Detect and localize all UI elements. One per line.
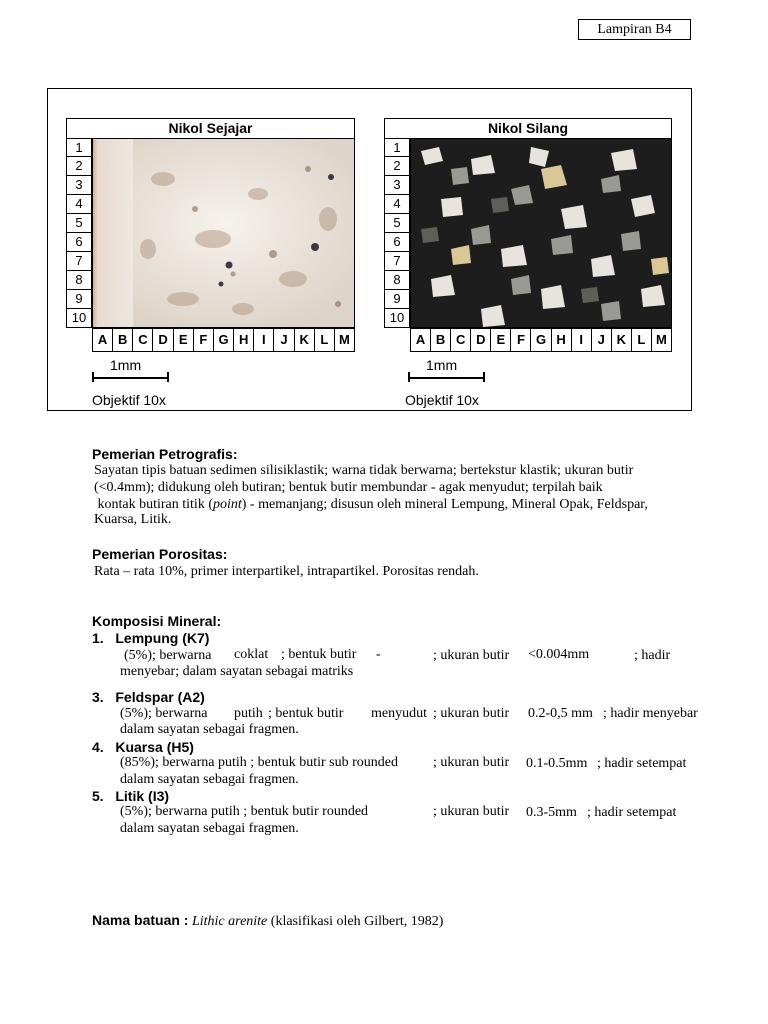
row-label: 8 (66, 271, 92, 290)
mineral-3-line2: dalam sayatan sebagai fragmen. (120, 722, 299, 737)
mineral-name: Kuarsa (H5) (115, 739, 194, 755)
mineral-number: 4. (92, 739, 104, 755)
micrograph-xpl-image (411, 139, 672, 328)
mineral-5-d: ; hadir setempat (587, 805, 677, 820)
col-label: I (572, 328, 592, 352)
row-label: 5 (66, 214, 92, 233)
row-label: 3 (384, 176, 410, 195)
petrography-heading: Pemerian Petrografis: (92, 446, 238, 462)
mineral-5-name (92, 788, 169, 804)
petrography-line-2: (<0.4mm); didukung oleh butiran; bentuk butir membundar - agak menyudut; terpilah baik (94, 480, 603, 495)
mineral-1-b: ; bentuk butir (281, 647, 357, 662)
micrograph-xpl (410, 138, 672, 328)
rock-name-label: Nama batuan : (92, 912, 189, 928)
mineral-1-shape: - (376, 647, 381, 662)
row-label: 2 (384, 157, 410, 176)
petrography-line-3 (94, 497, 648, 513)
mineral-4-name (92, 739, 194, 755)
mineral-1-a: (5%); berwarna (124, 648, 212, 663)
porosity-text: Rata – rata 10%, primer interpartikel, intrapartikel. Porositas rendah. (94, 564, 479, 579)
mineral-4-a: (85%); berwarna putih ; bentuk butir sub rounded (120, 755, 398, 770)
col-labels-left (92, 328, 355, 352)
mineral-number: 5. (92, 788, 104, 804)
appendix-label: Lampiran B4 (578, 19, 691, 40)
mineral-number: 3. (92, 689, 104, 705)
col-label: L (632, 328, 652, 352)
micrograph-ppl-image (93, 139, 355, 328)
mineral-3-color: putih (234, 706, 263, 721)
col-label: D (471, 328, 491, 352)
mineral-3-d: ; hadir menyebar (603, 706, 698, 721)
col-label: F (194, 328, 214, 352)
mineral-name: Lempung (K7) (115, 630, 210, 646)
mineral-5-a: (5%); berwarna putih ; bentuk butir rounded (120, 804, 369, 819)
petrography-line-3c: ) - memanjang; disusun oleh mineral Lempung, Mineral Opak, Feldspar, (241, 497, 648, 512)
col-label: M (652, 328, 672, 352)
micrograph-ppl (92, 138, 355, 328)
mineral-4-line2: dalam sayatan sebagai fragmen. (120, 772, 299, 787)
col-label: C (133, 328, 153, 352)
petrography-line-3a: kontak butiran titik ( (94, 497, 213, 512)
col-label: E (491, 328, 511, 352)
petrography-point-term: point (212, 497, 242, 512)
col-label: I (254, 328, 274, 352)
col-label: K (612, 328, 632, 352)
row-label: 6 (384, 233, 410, 252)
petrography-line-1: Sayatan tipis batuan sedimen silisiklastik; warna tidak berwarna; bertekstur klastik; ukuran butir (94, 463, 634, 478)
col-label: J (592, 328, 612, 352)
row-label: 6 (66, 233, 92, 252)
panel-nikol-silang (384, 118, 672, 354)
mineral-5-c: ; ukuran butir (433, 804, 510, 819)
composition-heading: Komposisi Mineral: (92, 613, 222, 629)
mineral-3-b: ; bentuk butir (268, 706, 344, 721)
row-label: 7 (384, 252, 410, 271)
col-label: M (335, 328, 355, 352)
col-label: G (531, 328, 551, 352)
row-label: 1 (384, 138, 410, 157)
row-label: 9 (66, 290, 92, 309)
mineral-1-name (92, 630, 209, 646)
col-label: L (315, 328, 335, 352)
petrography-line-4: Kuarsa, Litik. (94, 512, 172, 527)
row-label: 10 (384, 309, 410, 328)
mineral-1-d: ; hadir (634, 648, 671, 663)
panel-nikol-sejajar (66, 118, 355, 354)
mineral-5-line2: dalam sayatan sebagai fragmen. (120, 821, 299, 836)
col-label: C (451, 328, 471, 352)
mineral-4-d: ; hadir setempat (597, 756, 687, 771)
row-label: 10 (66, 309, 92, 328)
mineral-number: 1. (92, 630, 104, 646)
mineral-1-c: ; ukuran butir (433, 648, 510, 663)
col-label: E (174, 328, 194, 352)
col-label: F (511, 328, 531, 352)
rock-name-value: Lithic arenite (191, 914, 268, 929)
row-label: 3 (66, 176, 92, 195)
row-label: 2 (66, 157, 92, 176)
row-label: 1 (66, 138, 92, 157)
mineral-4-size: 0.1-0.5mm (526, 756, 588, 771)
mineral-4-c: ; ukuran butir (433, 755, 510, 770)
col-label: H (552, 328, 572, 352)
row-labels-right (384, 138, 410, 328)
objective-label-right: Objektif 10x (405, 392, 479, 408)
col-label: H (234, 328, 254, 352)
row-label: 4 (384, 195, 410, 214)
scale-bar-right (408, 372, 486, 382)
col-label: D (153, 328, 173, 352)
row-labels-left (66, 138, 92, 328)
rock-name-line (92, 912, 443, 930)
mineral-name: Feldspar (A2) (115, 689, 205, 705)
col-label: A (92, 328, 113, 352)
mineral-1-line2: menyebar; dalam sayatan sebagai matriks (120, 664, 354, 679)
mineral-5-size: 0.3-5mm (526, 805, 577, 820)
scale-label-right: 1mm (426, 357, 458, 373)
col-labels-right (410, 328, 672, 352)
mineral-1-color: coklat (234, 647, 269, 662)
mineral-3-shape: menyudut (371, 706, 427, 721)
porosity-heading: Pemerian Porositas: (92, 546, 228, 562)
row-label: 4 (66, 195, 92, 214)
objective-label-left: Objektif 10x (92, 392, 166, 408)
mineral-3-a: (5%); berwarna (120, 706, 208, 721)
col-label: B (431, 328, 451, 352)
mineral-name: Litik (I3) (115, 788, 170, 804)
col-label: K (295, 328, 315, 352)
panel-title-right: Nikol Silang (384, 118, 672, 139)
mineral-3-size: 0.2-0,5 mm (528, 706, 593, 721)
rock-name-note: (klasifikasi oleh Gilbert, 1982) (270, 914, 444, 929)
col-label: J (274, 328, 294, 352)
row-label: 9 (384, 290, 410, 309)
row-label: 7 (66, 252, 92, 271)
col-label: G (214, 328, 234, 352)
col-label: A (410, 328, 431, 352)
mineral-3-c: ; ukuran butir (433, 706, 510, 721)
panel-title-left: Nikol Sejajar (66, 118, 355, 139)
col-label: B (113, 328, 133, 352)
scale-label-left: 1mm (110, 357, 142, 373)
mineral-1-size: <0.004mm (528, 647, 590, 662)
scale-bar-left (92, 372, 170, 382)
row-label: 5 (384, 214, 410, 233)
mineral-3-name (92, 689, 205, 705)
row-label: 8 (384, 271, 410, 290)
